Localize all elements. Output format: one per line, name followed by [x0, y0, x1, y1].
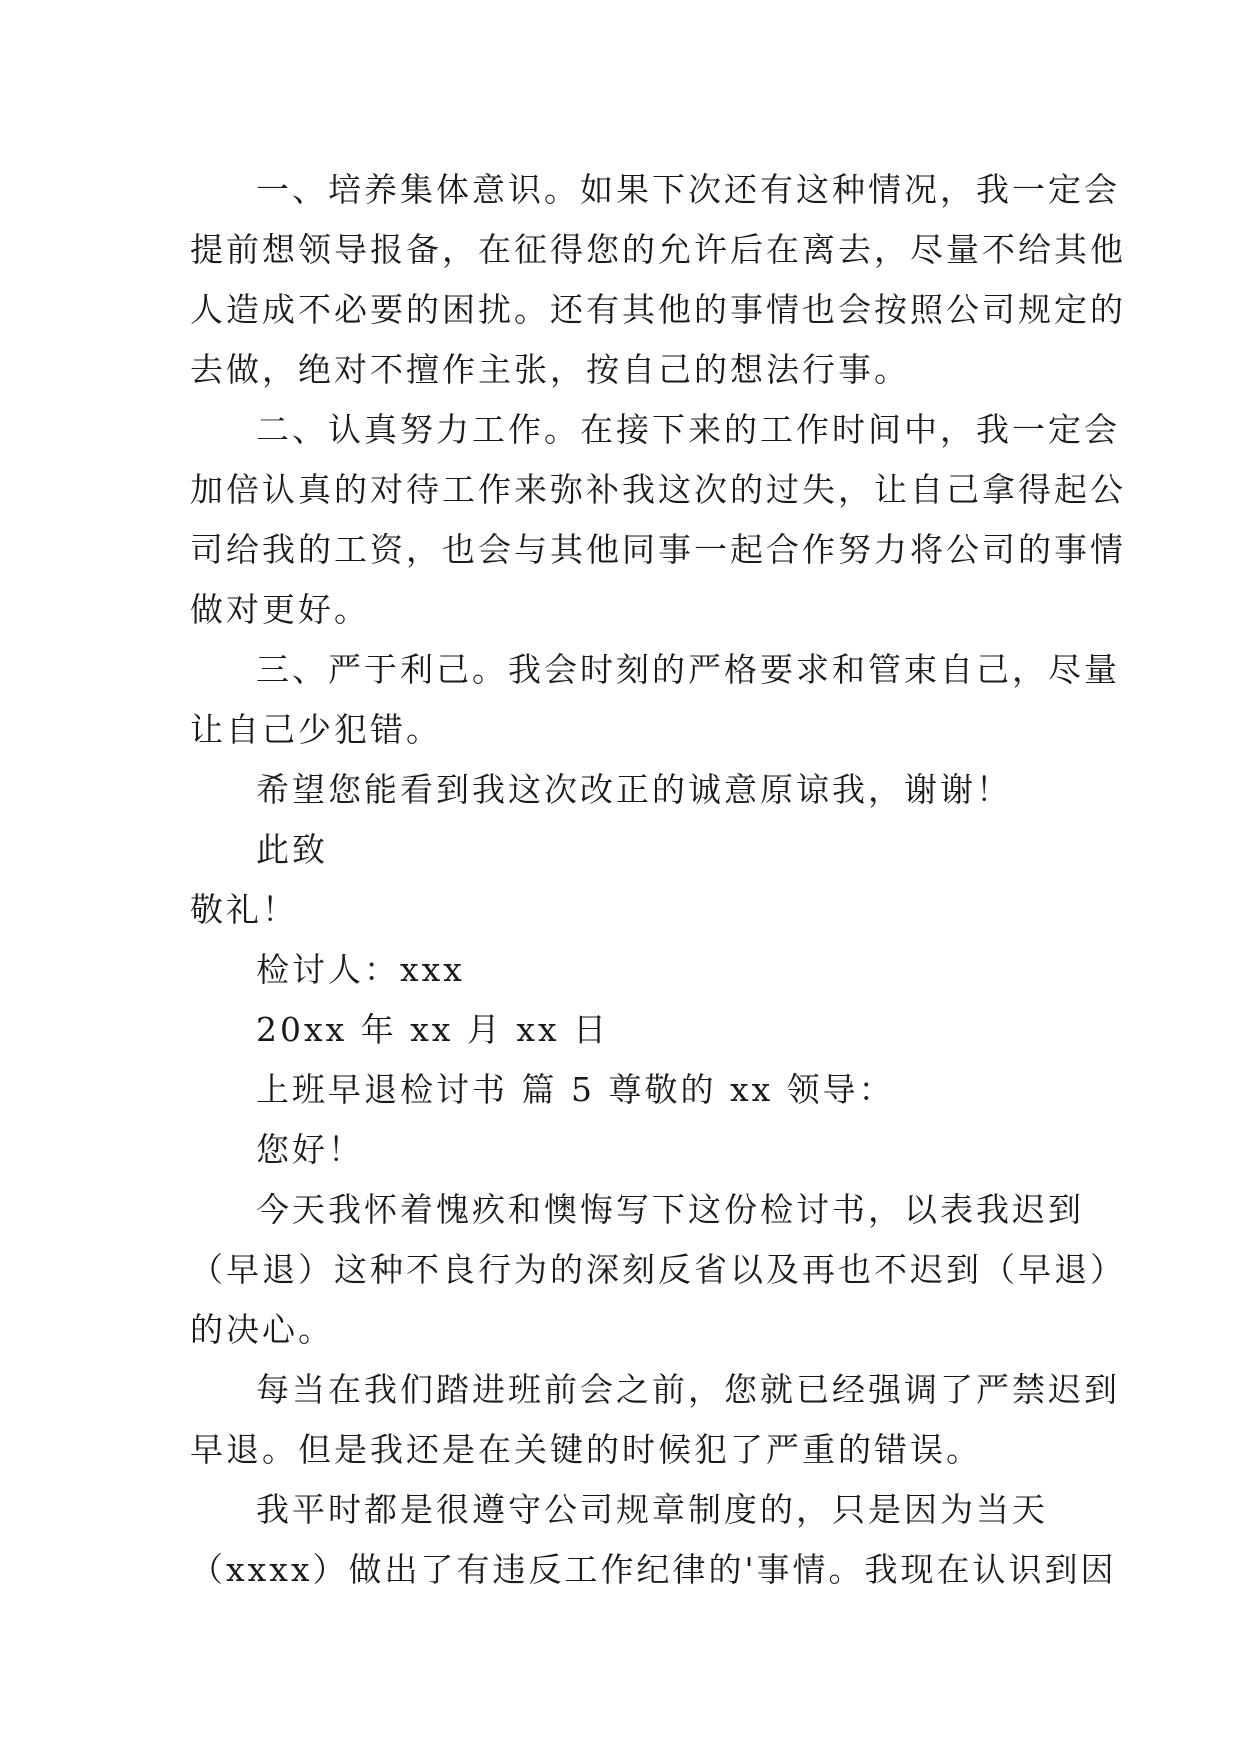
text-line: 人造成不必要的困扰。还有其他的事情也会按照公司规定的	[190, 290, 1126, 329]
document-body	[190, 160, 1126, 1600]
text-line: 二、认真努力工作。在接下来的工作时间中，我一定会	[256, 410, 1120, 449]
text-line: （早退）这种不良行为的深刻反省以及再也不迟到（早退）	[190, 1250, 1126, 1289]
text-line: 检讨人：xxx	[256, 950, 465, 989]
text-line: 我平时都是很遵守公司规章制度的，只是因为当天	[256, 1490, 1048, 1529]
text-line: 此致	[256, 830, 328, 869]
text-line: 20xx 年 xx 月 xx 日	[256, 1010, 610, 1049]
text-line: 敬礼！	[190, 890, 298, 929]
text-line: 三、严于利己。我会时刻的严格要求和管束自己，尽量	[256, 650, 1120, 689]
text-line: 提前想领导报备，在征得您的允许后在离去，尽量不给其他	[190, 230, 1126, 269]
text-line: 每当在我们踏进班前会之前，您就已经强调了严禁迟到	[256, 1370, 1120, 1409]
text-line: 司给我的工资，也会与其他同事一起合作努力将公司的事情	[190, 530, 1126, 569]
text-line: 希望您能看到我这次改正的诚意原谅我，谢谢！	[256, 770, 1012, 809]
text-line: 今天我怀着愧疚和懊悔写下这份检讨书，以表我迟到	[256, 1190, 1084, 1229]
text-line: 做对更好。	[190, 590, 370, 629]
text-line: 加倍认真的对待工作来弥补我这次的过失，让自己拿得起公	[190, 470, 1126, 509]
text-line: 早退。但是我还是在关键的时候犯了严重的错误。	[190, 1430, 982, 1469]
text-line: 上班早退检讨书 篇 5 尊敬的 xx 领导：	[256, 1070, 895, 1109]
text-line: 一、培养集体意识。如果下次还有这种情况，我一定会	[256, 170, 1120, 209]
text-line: 去做，绝对不擅作主张，按自己的想法行事。	[190, 350, 910, 389]
text-line: （xxxx）做出了有违反工作纪律的'事情。我现在认识到因	[190, 1550, 1117, 1589]
text-line: 的决心。	[190, 1310, 334, 1349]
text-line: 您好！	[256, 1130, 364, 1169]
text-line: 让自己少犯错。	[190, 710, 442, 749]
